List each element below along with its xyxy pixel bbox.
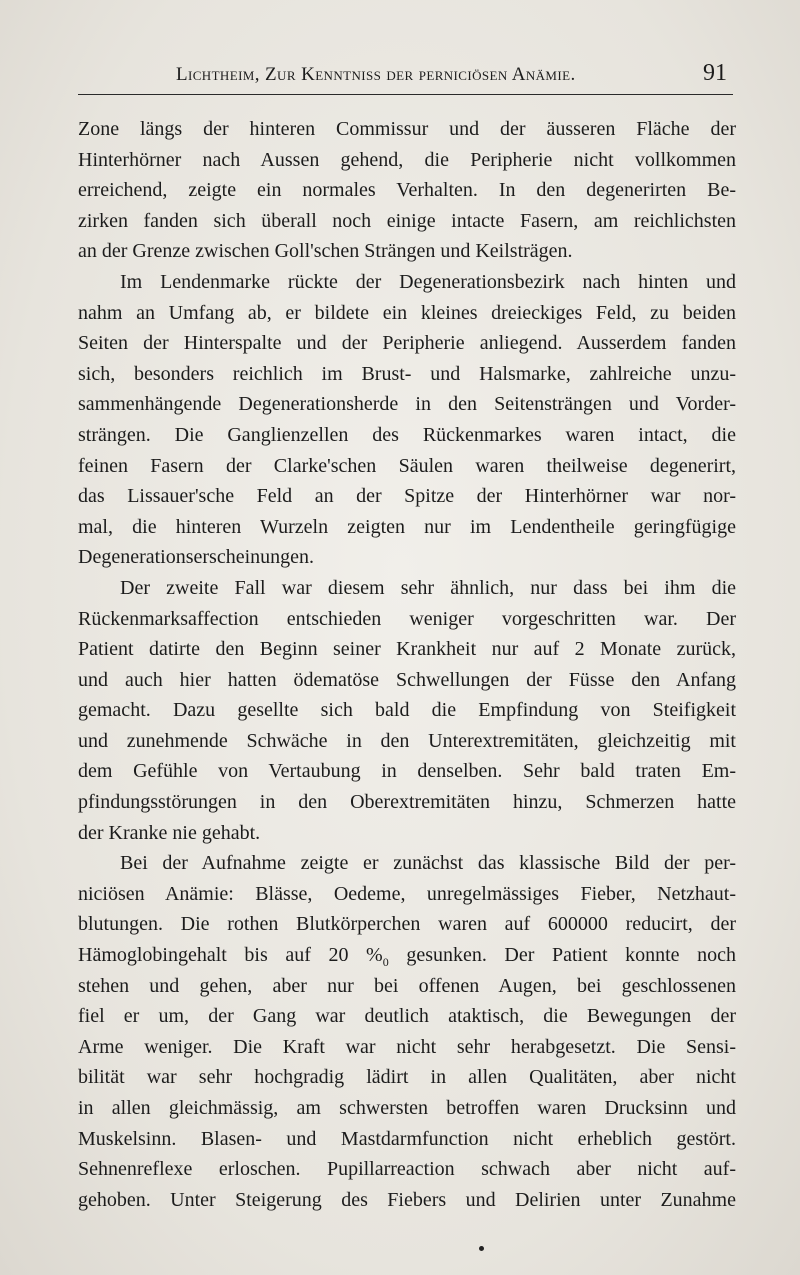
text-line: strängen. Die Ganglienzellen des Rückenmarkes waren intact, die <box>78 423 736 446</box>
text-line: gemacht. Dazu gesellte sich bald die Empfindung von Steifigkeit <box>78 699 736 722</box>
page-number: 91 <box>703 60 727 86</box>
body-text <box>78 114 736 1215</box>
text-line: gehoben. Unter Steigerung des Fiebers und Delirien unter Zunahme <box>78 1188 736 1211</box>
text-line: niciösen Anämie: Blässe, Oedeme, unregelmässiges Fieber, Netzhaut- <box>78 882 736 905</box>
text-line: nahm an Umfang ab, er bildete ein kleines dreieckiges Feld, zu beiden <box>78 301 736 324</box>
text-line: in allen gleichmässig, am schwersten betroffen waren Drucksinn und <box>78 1097 736 1119</box>
text-line: mal, die hinteren Wurzeln zeigten nur im Lendentheile geringfügige <box>78 515 736 538</box>
text-line: an der Grenze zwischen Goll'schen Strängen und Keilsträgen. <box>78 240 573 263</box>
text-line: das Lissauer'sche Feld an der Spitze der Hinterhörner war nor- <box>78 485 736 508</box>
text-line: Degenerationserscheinungen. <box>78 546 315 569</box>
text-line: sammenhängende Degenerationsherde in den Seitensträngen und Vorder- <box>78 393 736 416</box>
text-line: pfindungsstörungen in den Oberextremitäten hinzu, Schmerzen hatte <box>78 791 736 814</box>
text-line: fiel er um, der Gang war deutlich ataktisch, die Bewegungen der <box>78 1005 736 1028</box>
text-line: Arme weniger. Die Kraft war nicht sehr herabgesetzt. Die Sensi- <box>78 1035 736 1058</box>
text-line: Patient datirte den Beginn seiner Krankheit nur auf 2 Monate zurück, <box>78 638 736 661</box>
text-line: Rückenmarksaffection entschieden weniger vorgeschritten war. Der <box>78 607 736 630</box>
running-title: Lichtheim, Zur Kenntniss der perniciösen Anämie. <box>176 64 576 85</box>
text-line: stehen und gehen, aber nur bei offenen Augen, bei geschlossenen <box>78 974 736 997</box>
text-line: sich, besonders reichlich im Brust- und Halsmarke, zahlreiche unzu- <box>78 362 736 385</box>
percent-subscript: 0 <box>382 955 389 970</box>
text-line: Sehnenreflexe erloschen. Pupillarreaction schwach aber nicht auf- <box>78 1158 736 1181</box>
print-speck <box>479 1246 484 1251</box>
text-line: Muskelsinn. Blasen- und Mastdarmfunction nicht erheblich gestört. <box>78 1127 736 1150</box>
text-line-head: Hämoglobingehalt bis auf 20 % <box>78 944 383 967</box>
text-line: Bei der Aufnahme zeigte er zunächst das klassische Bild der per- <box>120 852 736 875</box>
text-line: Seiten der Hinterspalte und der Peripherie anliegend. Ausserdem fanden <box>78 332 736 355</box>
text-line: bilität war sehr hochgradig lädirt in allen Qualitäten, aber nicht <box>78 1066 736 1089</box>
text-line: Im Lendenmarke rückte der Degenerationsbezirk nach hinten und <box>120 270 736 293</box>
running-head <box>78 58 733 95</box>
text-line-tail: gesunken. Der Patient konnte noch <box>406 944 737 967</box>
text-line: dem Gefühle von Vertaubung in denselben. Sehr bald traten Em- <box>78 760 736 783</box>
text-line: Zone längs der hinteren Commissur und der äusseren Fläche der <box>78 118 736 140</box>
text-line: feinen Fasern der Clarke'schen Säulen waren theilweise degenerirt, <box>78 454 736 477</box>
text-line: blutungen. Die rothen Blutkörperchen waren auf 600000 reducirt, der <box>78 913 736 936</box>
text-line: und auch hier hatten ödematöse Schwellungen der Füsse den Anfang <box>78 668 736 691</box>
text-line: und zunehmende Schwäche in den Unterextremitäten, gleichzeitig mit <box>78 729 736 752</box>
text-line: zirken fanden sich überall noch einige intacte Fasern, am reichlichsten <box>78 209 736 232</box>
text-line: Hinterhörner nach Aussen gehend, die Peripherie nicht vollkommen <box>78 148 736 171</box>
text-line: der Kranke nie gehabt. <box>78 821 261 844</box>
text-line: Der zweite Fall war diesem sehr ähnlich, nur dass bei ihm die <box>120 576 736 599</box>
text-line: erreichend, zeigte ein normales Verhalten. In den degenerirten Be- <box>78 179 736 202</box>
text-line-percent <box>78 940 736 971</box>
